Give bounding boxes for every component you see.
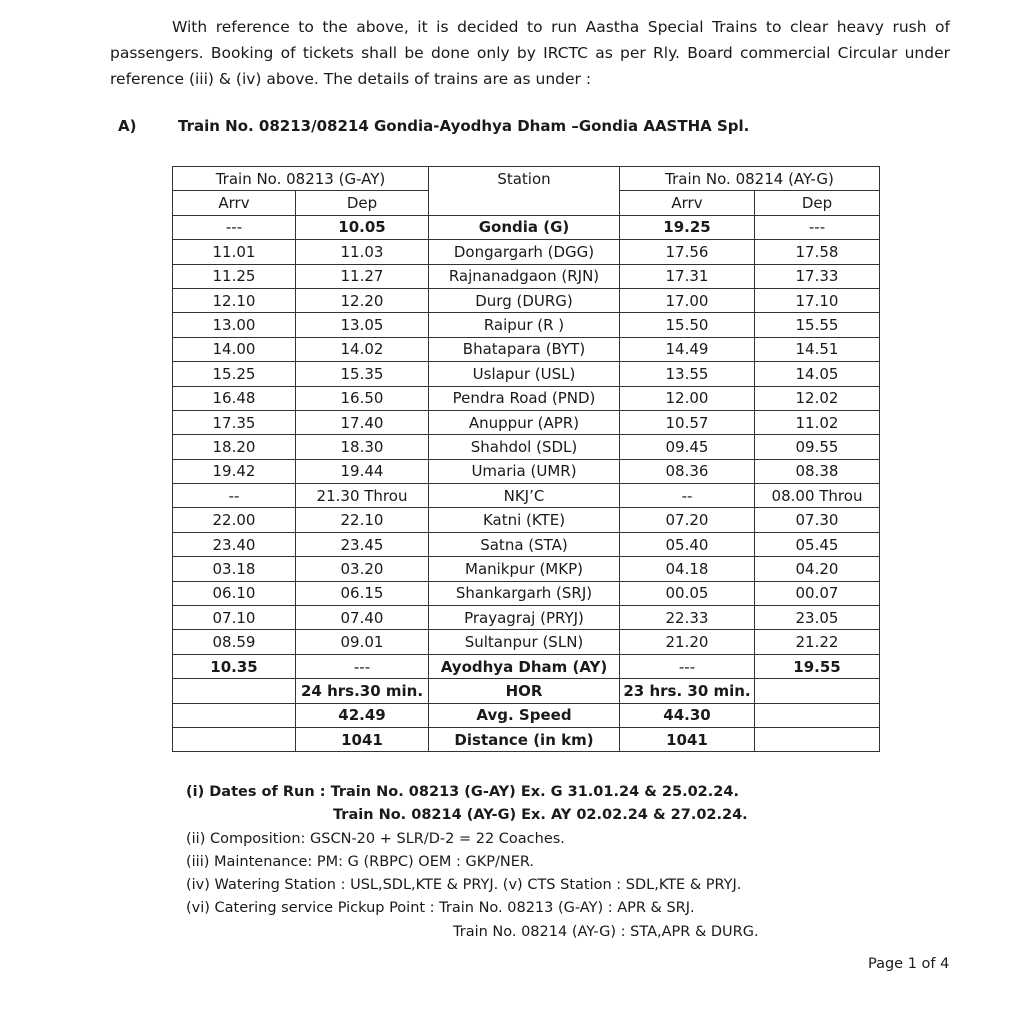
hor-left-arrv [173, 679, 296, 703]
arrv-08214: 10.57 [620, 410, 755, 434]
arrv-08213: 13.00 [173, 313, 296, 337]
arrv-08214: 19.25 [620, 215, 755, 239]
composition-note: (ii) Composition: GSCN-20 + SLR/D-2 = 22 Coaches. [186, 830, 565, 847]
distance-label: Distance (in km) [429, 727, 620, 751]
table-row [173, 240, 880, 264]
speed-row [173, 703, 880, 727]
station-name: Katni (KTE) [429, 508, 620, 532]
catering-note-2: Train No. 08214 (AY-G) : STA,APR & DURG. [453, 923, 759, 940]
dep-08213: --- [296, 654, 429, 678]
table-row [173, 654, 880, 678]
table-row [173, 606, 880, 630]
arrv-08214: 09.45 [620, 435, 755, 459]
arrv-08213: 14.00 [173, 337, 296, 361]
dep-08214: 17.33 [755, 264, 880, 288]
station-name: Shahdol (SDL) [429, 435, 620, 459]
station-name: Dongargarh (DGG) [429, 240, 620, 264]
arrv-08213: 12.10 [173, 288, 296, 312]
speed-left-value: 42.49 [296, 703, 429, 727]
table-row [173, 337, 880, 361]
arrv-08213: 16.48 [173, 386, 296, 410]
dates-label: (i) Dates of Run : [186, 784, 326, 800]
station-name: Gondia (G) [429, 215, 620, 239]
arrv-08214: 08.36 [620, 459, 755, 483]
dep-08213: 10.05 [296, 215, 429, 239]
speed-left-arrv [173, 703, 296, 727]
station-name: Prayagraj (PRYJ) [429, 606, 620, 630]
dep-08214: 12.02 [755, 386, 880, 410]
station-name: Durg (DURG) [429, 288, 620, 312]
dep-08214: 04.20 [755, 557, 880, 581]
station-name: Satna (STA) [429, 532, 620, 556]
notes [186, 781, 906, 944]
arrv-08213: 06.10 [173, 581, 296, 605]
arrv-08213: 11.01 [173, 240, 296, 264]
dep-08214: 21.22 [755, 630, 880, 654]
arrv-08213: 15.25 [173, 362, 296, 386]
arrv-08214: 17.00 [620, 288, 755, 312]
dep-08214: 08.00 Throu [755, 484, 880, 508]
dep-08214: 17.10 [755, 288, 880, 312]
dep-08213: 18.30 [296, 435, 429, 459]
station-name: Sultanpur (SLN) [429, 630, 620, 654]
arrv-08213: 17.35 [173, 410, 296, 434]
table-row [173, 630, 880, 654]
arrv-08214: -- [620, 484, 755, 508]
distance-row [173, 727, 880, 751]
maintenance-note: (iii) Maintenance: PM: G (RBPC) OEM : GKP/NER. [186, 853, 535, 870]
arrv-08213: 11.25 [173, 264, 296, 288]
table-row [173, 288, 880, 312]
arrv-08213: -- [173, 484, 296, 508]
station-name: Shankargarh (SRJ) [429, 581, 620, 605]
station-name: Bhatapara (BYT) [429, 337, 620, 361]
arrv-08214: 17.31 [620, 264, 755, 288]
speed-right-dep [755, 703, 880, 727]
section-title: Train No. 08213/08214 Gondia-Ayodhya Dham –Gondia AASTHA Spl. [178, 117, 750, 135]
dep-08213: 12.20 [296, 288, 429, 312]
arrv-08213: 23.40 [173, 532, 296, 556]
distance-right-value: 1041 [620, 727, 755, 751]
table-row [173, 581, 880, 605]
dep-08214: 08.38 [755, 459, 880, 483]
intro-paragraph [110, 14, 950, 92]
hor-label: HOR [429, 679, 620, 703]
table-row [173, 557, 880, 581]
dep-08214: 23.05 [755, 606, 880, 630]
station-name: Raipur (R ) [429, 313, 620, 337]
dep-08213: 17.40 [296, 410, 429, 434]
table-row [173, 215, 880, 239]
left-train-header: Train No. 08213 (G-AY) [173, 167, 429, 191]
dep-08213: 03.20 [296, 557, 429, 581]
dep-08213: 15.35 [296, 362, 429, 386]
arrv-08213: 19.42 [173, 459, 296, 483]
catering-note-1: (vi) Catering service Pickup Point : Train No. 08213 (G-AY) : APR & SRJ. [186, 900, 695, 917]
dates-train-08213: Train No. 08213 (G-AY) Ex. G 31.01.24 & 25.02.24. [330, 784, 739, 800]
arrv-08213: --- [173, 215, 296, 239]
timetable [172, 166, 880, 752]
hor-left-value: 24 hrs.30 min. [296, 679, 429, 703]
distance-left-value: 1041 [296, 727, 429, 751]
dep-08213: 14.02 [296, 337, 429, 361]
arrv-08213: 03.18 [173, 557, 296, 581]
station-name: NKJ’C [429, 484, 620, 508]
table-row [173, 484, 880, 508]
table-row [173, 532, 880, 556]
arrv-08214: --- [620, 654, 755, 678]
table-row [173, 386, 880, 410]
dep-08213: 06.15 [296, 581, 429, 605]
arrv-08214: 14.49 [620, 337, 755, 361]
section-heading [118, 117, 878, 135]
dep-08214: --- [755, 215, 880, 239]
table-row [173, 508, 880, 532]
arrv-08214: 00.05 [620, 581, 755, 605]
table-row [173, 313, 880, 337]
arrv-08214: 15.50 [620, 313, 755, 337]
arrv-08214: 05.40 [620, 532, 755, 556]
distance-left-arrv [173, 727, 296, 751]
dep-08213: 23.45 [296, 532, 429, 556]
page-number: Page 1 of 4 [868, 956, 950, 972]
right-arrv-header: Arrv [620, 191, 755, 215]
arrv-08214: 13.55 [620, 362, 755, 386]
station-name: Manikpur (MKP) [429, 557, 620, 581]
speed-right-value: 44.30 [620, 703, 755, 727]
dep-08213: 22.10 [296, 508, 429, 532]
dep-08213: 11.03 [296, 240, 429, 264]
dep-08214: 07.30 [755, 508, 880, 532]
arrv-08213: 08.59 [173, 630, 296, 654]
table-row [173, 459, 880, 483]
station-name: Umaria (UMR) [429, 459, 620, 483]
arrv-08214: 21.20 [620, 630, 755, 654]
table-row [173, 435, 880, 459]
dep-08213: 11.27 [296, 264, 429, 288]
station-name: Ayodhya Dham (AY) [429, 654, 620, 678]
hor-right-dep [755, 679, 880, 703]
distance-right-dep [755, 727, 880, 751]
arrv-08213: 22.00 [173, 508, 296, 532]
table-row [173, 264, 880, 288]
speed-label: Avg. Speed [429, 703, 620, 727]
watering-note: (iv) Watering Station : USL,SDL,KTE & PRYJ. (v) CTS Station : SDL,KTE & PRYJ. [186, 877, 742, 894]
section-letter: A) [118, 117, 137, 135]
dates-train-08214: Train No. 08214 (AY-G) Ex. AY 02.02.24 & 27.02.24. [333, 807, 748, 824]
dep-08213: 16.50 [296, 386, 429, 410]
right-train-header: Train No. 08214 (AY-G) [620, 167, 880, 191]
dep-08213: 13.05 [296, 313, 429, 337]
table-header-row [173, 167, 880, 191]
dep-08213: 07.40 [296, 606, 429, 630]
arrv-08214: 22.33 [620, 606, 755, 630]
arrv-08213: 10.35 [173, 654, 296, 678]
dep-08214: 09.55 [755, 435, 880, 459]
table-row [173, 362, 880, 386]
dep-08213: 21.30 Throu [296, 484, 429, 508]
dep-08214: 15.55 [755, 313, 880, 337]
arrv-08214: 07.20 [620, 508, 755, 532]
table-row [173, 410, 880, 434]
right-dep-header: Dep [755, 191, 880, 215]
arrv-08213: 07.10 [173, 606, 296, 630]
station-name: Pendra Road (PND) [429, 386, 620, 410]
station-name: Uslapur (USL) [429, 362, 620, 386]
intro-text: With reference to the above, it is decided to run Aastha Special Trains to clear heavy rush of passengers. Booking of tickets shall be done only by IRCTC as per Rly. Board commercial Circular under reference (iii) & (iv) above. The details of trains are as under : [110, 18, 950, 88]
hor-right-value: 23 hrs. 30 min. [620, 679, 755, 703]
arrv-08214: 12.00 [620, 386, 755, 410]
station-name: Rajnanadgaon (RJN) [429, 264, 620, 288]
station-header: Station [429, 167, 620, 216]
dep-08214: 14.51 [755, 337, 880, 361]
dep-08214: 11.02 [755, 410, 880, 434]
arrv-08214: 17.56 [620, 240, 755, 264]
dep-08213: 19.44 [296, 459, 429, 483]
dep-08214: 14.05 [755, 362, 880, 386]
left-arrv-header: Arrv [173, 191, 296, 215]
arrv-08213: 18.20 [173, 435, 296, 459]
dep-08214: 17.58 [755, 240, 880, 264]
left-dep-header: Dep [296, 191, 429, 215]
dates-of-run-line-1 [186, 781, 906, 804]
station-name: Anuppur (APR) [429, 410, 620, 434]
dep-08213: 09.01 [296, 630, 429, 654]
hor-row [173, 679, 880, 703]
arrv-08214: 04.18 [620, 557, 755, 581]
dep-08214: 05.45 [755, 532, 880, 556]
dep-08214: 19.55 [755, 654, 880, 678]
dep-08214: 00.07 [755, 581, 880, 605]
